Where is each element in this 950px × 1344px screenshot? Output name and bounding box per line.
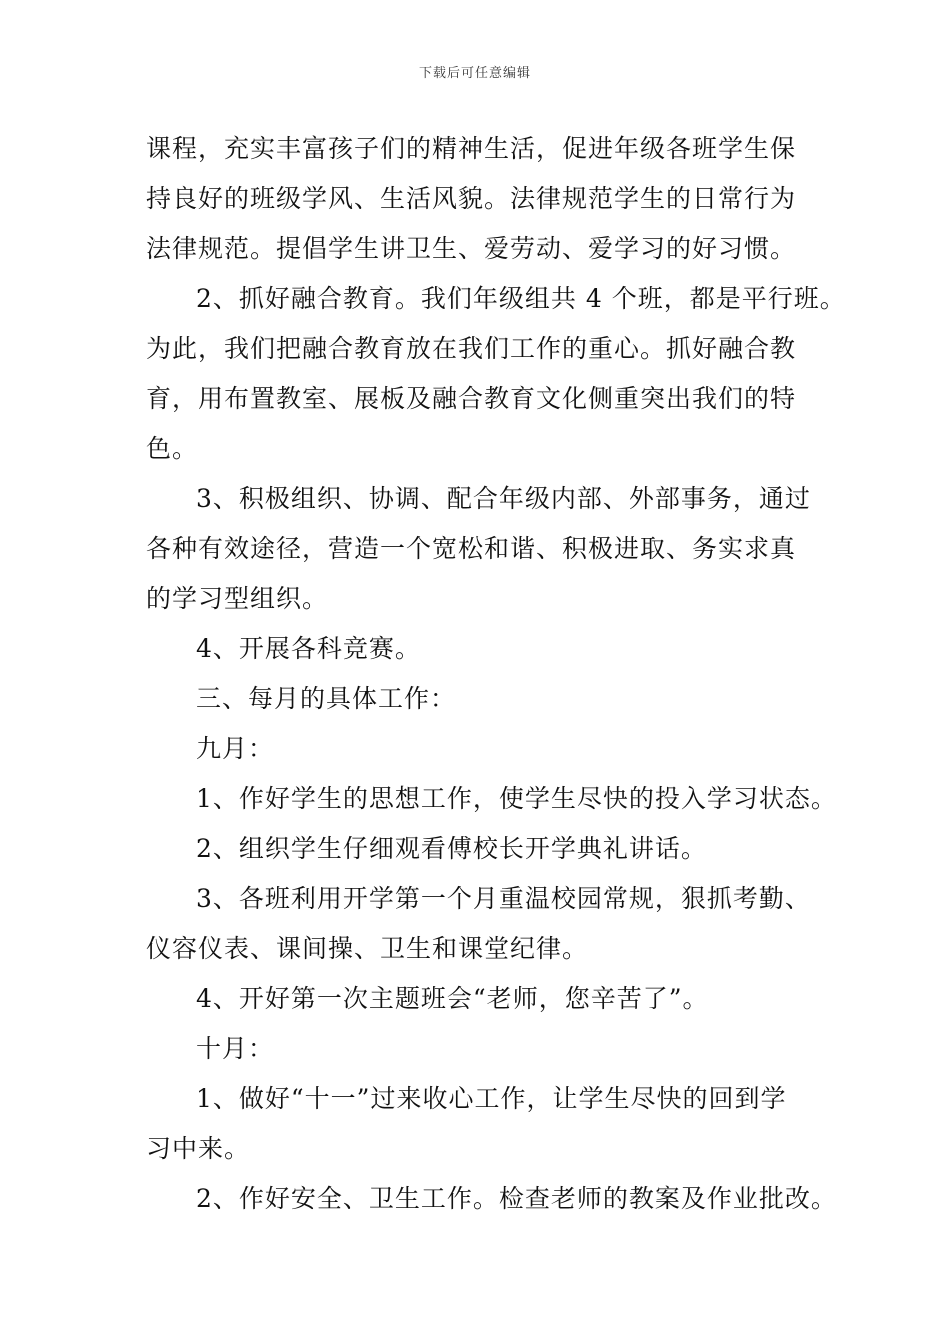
text-line: 为此，我们把融合教育放在我们工作的重心。抓好融合教	[146, 334, 797, 363]
text-line: 持良好的班级学风、生活风貌。法律规范学生的日常行为	[146, 184, 797, 213]
text-line: 3、积极组织、协调、配合年级内部、外部事务，通过	[196, 484, 811, 513]
text-line: 4、开好第一次主题班会“老师，您辛苦了”。	[196, 984, 709, 1013]
text-line: 4、开展各科竞赛。	[196, 634, 421, 663]
month-heading: 十月：	[196, 1034, 275, 1063]
text-line: 仪容仪表、课间操、卫生和课堂纪律。	[146, 934, 589, 963]
month-heading: 九月：	[196, 734, 275, 763]
document-body	[146, 124, 846, 1224]
text-line: 1、作好学生的思想工作，使学生尽快的投入学习状态。	[196, 784, 837, 813]
text-line: 3、各班利用开学第一个月重温校园常规，狠抓考勤、	[196, 884, 811, 913]
text-line: 1、做好“十一”过来收心工作，让学生尽快的回到学	[196, 1084, 787, 1113]
page-header: 下载后可任意编辑	[418, 66, 531, 81]
text-line: 各种有效途径，营造一个宽松和谐、积极进取、务实求真	[146, 534, 797, 563]
text-line: 2、抓好融合教育。我们年级组共 4 个班，都是平行班。	[196, 284, 846, 313]
text-line: 2、作好安全、卫生工作。检查老师的教案及作业批改。	[196, 1184, 837, 1213]
text-line: 法律规范。提倡学生讲卫生、爱劳动、爱学习的好习惯。	[146, 234, 797, 263]
text-line: 课程，充实丰富孩子们的精神生活，促进年级各班学生保	[146, 134, 797, 163]
text-line: 习中来。	[146, 1134, 251, 1163]
text-line: 的学习型组织。	[146, 584, 329, 613]
text-line: 2、组织学生仔细观看傅校长开学典礼讲话。	[196, 834, 707, 863]
text-line: 育，用布置教室、展板及融合教育文化侧重突出我们的特	[146, 384, 797, 413]
section-heading: 三、每月的具体工作：	[196, 684, 457, 713]
text-line: 色。	[146, 434, 199, 463]
